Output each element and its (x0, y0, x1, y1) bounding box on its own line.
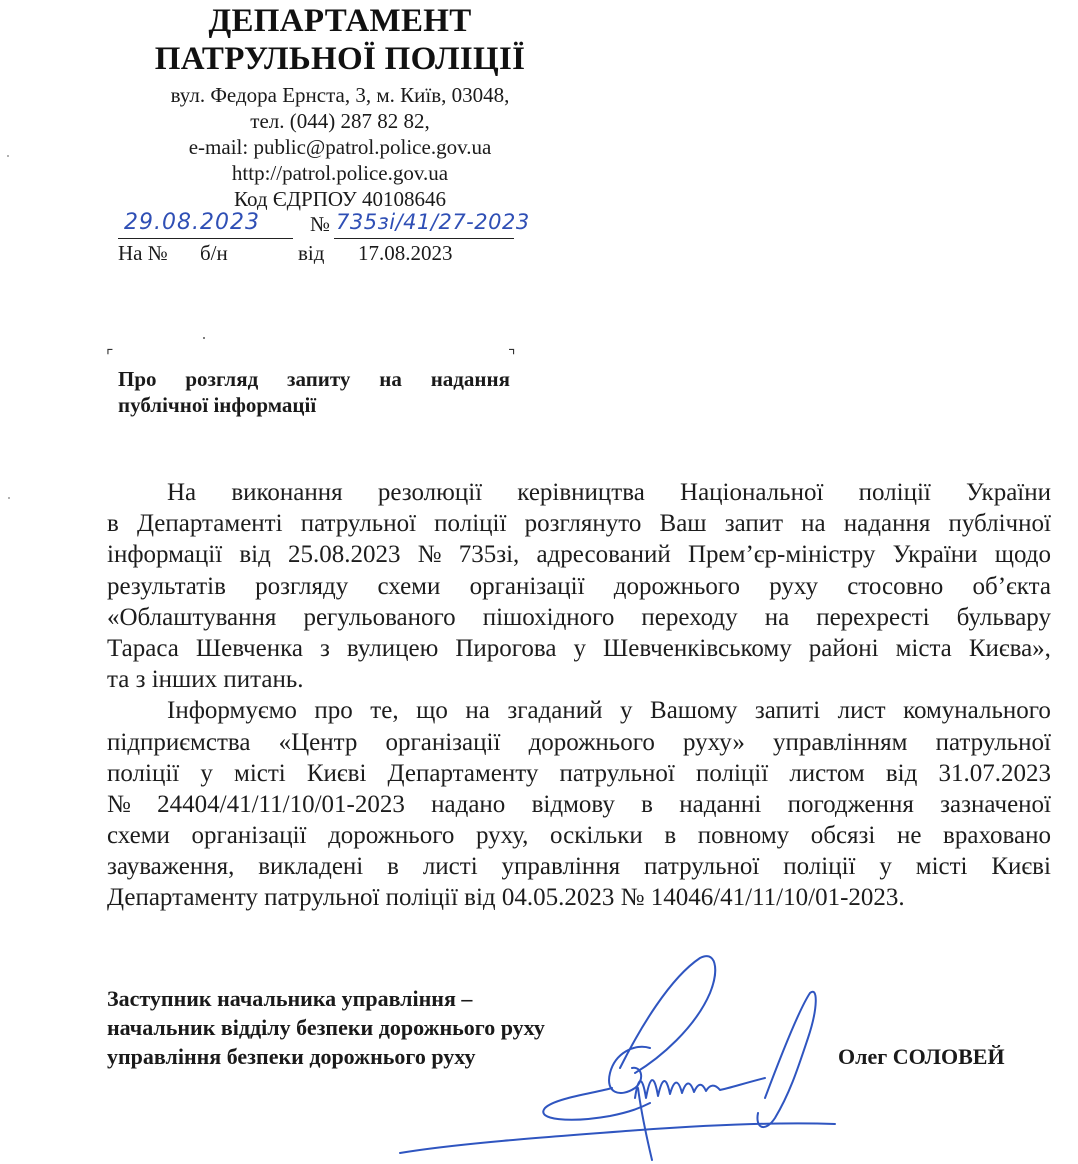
body-word: зазначеної (940, 790, 1051, 818)
body-word: на (764, 603, 790, 631)
body-word: патрульної (300, 510, 417, 538)
body-word: місті (234, 759, 286, 787)
body-word: повному (697, 822, 790, 850)
body-word: України (892, 541, 978, 569)
body-word: виконання (231, 479, 343, 506)
subject-word: на (379, 367, 402, 391)
body-word: запиті (754, 697, 821, 725)
body-word: бульвару (956, 603, 1051, 631)
org-name-line1: ДЕПАРТАМЕНТ (208, 3, 472, 39)
body-word: публічної (948, 510, 1051, 538)
outgoing-number-field (334, 208, 530, 239)
body-word: Прем’єр-міністру (687, 541, 876, 569)
body-word: дорожнього (528, 728, 655, 756)
body-word: з (320, 634, 330, 662)
body-word: організації (385, 728, 501, 756)
body-word: надано (431, 790, 506, 818)
body-word: у (620, 697, 633, 725)
body-word: розглянуто (524, 510, 642, 538)
outgoing-date-field (118, 208, 293, 239)
body-word: інформації (107, 541, 223, 569)
body-word: зауваження, (107, 853, 235, 881)
body-word: Шевченківському (603, 634, 792, 662)
scan-speck (203, 337, 205, 339)
body-word: об’єкта (972, 572, 1051, 600)
body-line (107, 477, 1051, 508)
body-word: управлінням (772, 728, 908, 756)
body-word: поліції (434, 510, 507, 538)
letter-body (107, 477, 1051, 914)
body-word: листі (422, 853, 478, 881)
reference-date: 17.08.2023 (358, 241, 453, 265)
body-word: Пирогова (455, 634, 557, 662)
signature-stroke (543, 1088, 650, 1120)
body-word: адресований (536, 541, 671, 569)
body-line (107, 789, 1051, 820)
subject-line-2: публічної інформації (118, 393, 317, 417)
org-name-line2: ПАТРУЛЬНОЇ ПОЛІЦІЇ (154, 41, 526, 77)
subject-corner-mark-right: ⌝ (508, 348, 516, 365)
subject-word: Про (118, 367, 157, 391)
scan-speck (7, 155, 9, 157)
body-word: Департаменту (387, 759, 539, 787)
signature-stroke (400, 1123, 835, 1153)
paragraph-2 (107, 695, 1051, 913)
body-word: 31.07.2023 (938, 759, 1051, 787)
body-line: Департаменту патрульної поліції від 04.05.2023 № 14046/41/11/10/01-2023. (107, 884, 905, 912)
body-word: лист (837, 697, 886, 725)
body-word: поліції (858, 479, 931, 506)
body-line (107, 633, 1051, 664)
body-word: враховано (943, 822, 1051, 850)
body-word: руху, (475, 822, 529, 850)
body-word: комунального (903, 697, 1051, 725)
body-word: поліції (783, 853, 856, 881)
body-line (107, 758, 1051, 789)
signature-stroke (635, 1078, 765, 1098)
body-word: патрульної (559, 759, 675, 787)
body-line (107, 508, 1051, 539)
body-word: те, (370, 697, 399, 725)
body-line: та з інших питань. (107, 666, 304, 694)
body-line (107, 571, 1051, 602)
scan-speck (8, 497, 10, 499)
body-word: листом (789, 759, 865, 787)
org-email: e-mail: public@patrol.police.gov.ua (188, 135, 492, 159)
subject-line-1 (118, 366, 510, 392)
reference-row (118, 240, 518, 266)
body-word: «Облаштування (107, 603, 277, 631)
body-word: руху (769, 572, 818, 600)
body-line (107, 727, 1051, 758)
body-word: перехресті (816, 603, 930, 631)
subject-corner-mark-left: ⌜ (106, 348, 114, 365)
body-word: організації (191, 822, 307, 850)
body-word: розгляду (255, 572, 349, 600)
body-word: районі (808, 634, 879, 662)
body-word: переходу (641, 603, 738, 631)
body-word: 24404/41/11/10/01-2023 (157, 790, 405, 818)
reference-number: б/н (200, 241, 228, 265)
body-word: щодо (994, 541, 1051, 569)
body-word: Інформуємо (167, 697, 297, 725)
body-word: На (167, 479, 197, 506)
body-word: регульованого (303, 603, 456, 631)
body-word: викладені (258, 853, 364, 881)
body-word: на (465, 697, 490, 725)
body-word: схеми (377, 572, 441, 600)
body-line (107, 695, 1051, 726)
body-word: Києві (306, 759, 367, 787)
body-word: дорожнього (328, 822, 455, 850)
body-word: руху» (683, 728, 745, 756)
paragraph-1 (107, 477, 1051, 695)
org-website: http://patrol.police.gov.ua (231, 161, 449, 185)
body-word: оскільки (550, 822, 643, 850)
body-word: у (573, 634, 586, 662)
body-word: Шевченка (195, 634, 303, 662)
body-word: у (200, 759, 213, 787)
body-word: запит (724, 510, 784, 538)
body-word: надання (843, 510, 931, 538)
body-word: результатів (107, 572, 226, 600)
body-line (107, 851, 1051, 882)
body-word: № (417, 541, 442, 569)
body-word: 735зі, (458, 541, 520, 569)
letterhead (100, 2, 580, 212)
signer-name: Олег СОЛОВЕЙ (838, 1044, 1005, 1069)
body-word: «Центр (278, 728, 358, 756)
body-word: Департаменті (136, 510, 283, 538)
body-word: стосовно (847, 572, 944, 600)
body-word: Києва», (968, 634, 1051, 662)
body-word: схеми (107, 822, 170, 850)
position-line: Заступник начальника управління – (107, 986, 473, 1011)
body-word: в (664, 822, 677, 850)
registration-row (118, 208, 538, 240)
body-word: від (239, 541, 271, 569)
org-phone: тел. (044) 287 82 82, (250, 109, 430, 133)
reference-label: На № (118, 241, 168, 265)
position-line: управління безпеки дорожнього руху (107, 1044, 476, 1069)
body-word: патрульної (644, 853, 760, 881)
body-word: обсязі (810, 822, 876, 850)
body-word: України (966, 479, 1051, 506)
body-word: відмову (531, 790, 615, 818)
signature-stroke (620, 956, 715, 1073)
body-word: керівництва (517, 479, 645, 506)
body-word: що (416, 697, 448, 725)
outgoing-number-handwritten: 735зі/41/27-2023 (336, 210, 530, 234)
body-word: пішохідного (482, 603, 615, 631)
handwritten-signature (380, 948, 840, 1164)
body-word: дорожнього (613, 572, 741, 600)
body-word: погодження (787, 790, 914, 818)
body-word: від (885, 759, 918, 787)
body-word: поліції (107, 759, 180, 787)
body-word: згаданий (507, 697, 603, 725)
body-line (107, 539, 1051, 570)
body-word: Ваш (659, 510, 707, 538)
body-word: резолюції (377, 479, 483, 506)
body-word: 25.08.2023 (288, 541, 401, 569)
body-line (107, 602, 1051, 633)
body-word: Києві (991, 853, 1051, 881)
body-word: вулицею (346, 634, 439, 662)
body-word: не (896, 822, 922, 850)
body-line (107, 820, 1051, 851)
body-word: в (387, 853, 399, 881)
body-word: патрульної (935, 728, 1051, 756)
body-word: наданні (679, 790, 762, 818)
subject-word: надання (430, 367, 510, 391)
outgoing-date-handwritten: 29.08.2023 (124, 210, 260, 235)
subject-word: розгляд (185, 367, 259, 391)
signature-stroke (638, 1088, 652, 1160)
body-word: міста (895, 634, 952, 662)
org-edrpou: Код ЄДРПОУ 40108646 (234, 187, 446, 211)
reference-from-label: від (298, 241, 325, 265)
number-sign: № (310, 212, 331, 236)
body-word: Національної (680, 479, 824, 506)
position-line: начальник відділу безпеки дорожнього руху (107, 1015, 545, 1040)
body-word: в (107, 510, 119, 538)
signature-stroke (757, 992, 815, 1127)
body-word: в (641, 790, 653, 818)
body-word: на (801, 510, 826, 538)
body-word: про (314, 697, 353, 725)
org-address: вул. Федора Ернста, 3, м. Київ, 03048, (170, 83, 510, 107)
letter-subject (118, 366, 510, 418)
subject-word: запиту (287, 367, 351, 391)
body-word: підприємства (107, 728, 251, 756)
body-word: Тараса (107, 634, 179, 662)
body-word: місті (915, 853, 968, 881)
body-word: № (107, 790, 131, 818)
body-word: у (879, 853, 892, 881)
body-word: Вашому (650, 697, 738, 725)
body-word: управління (501, 853, 621, 881)
body-word: поліції (695, 759, 769, 787)
body-word: організації (469, 572, 585, 600)
